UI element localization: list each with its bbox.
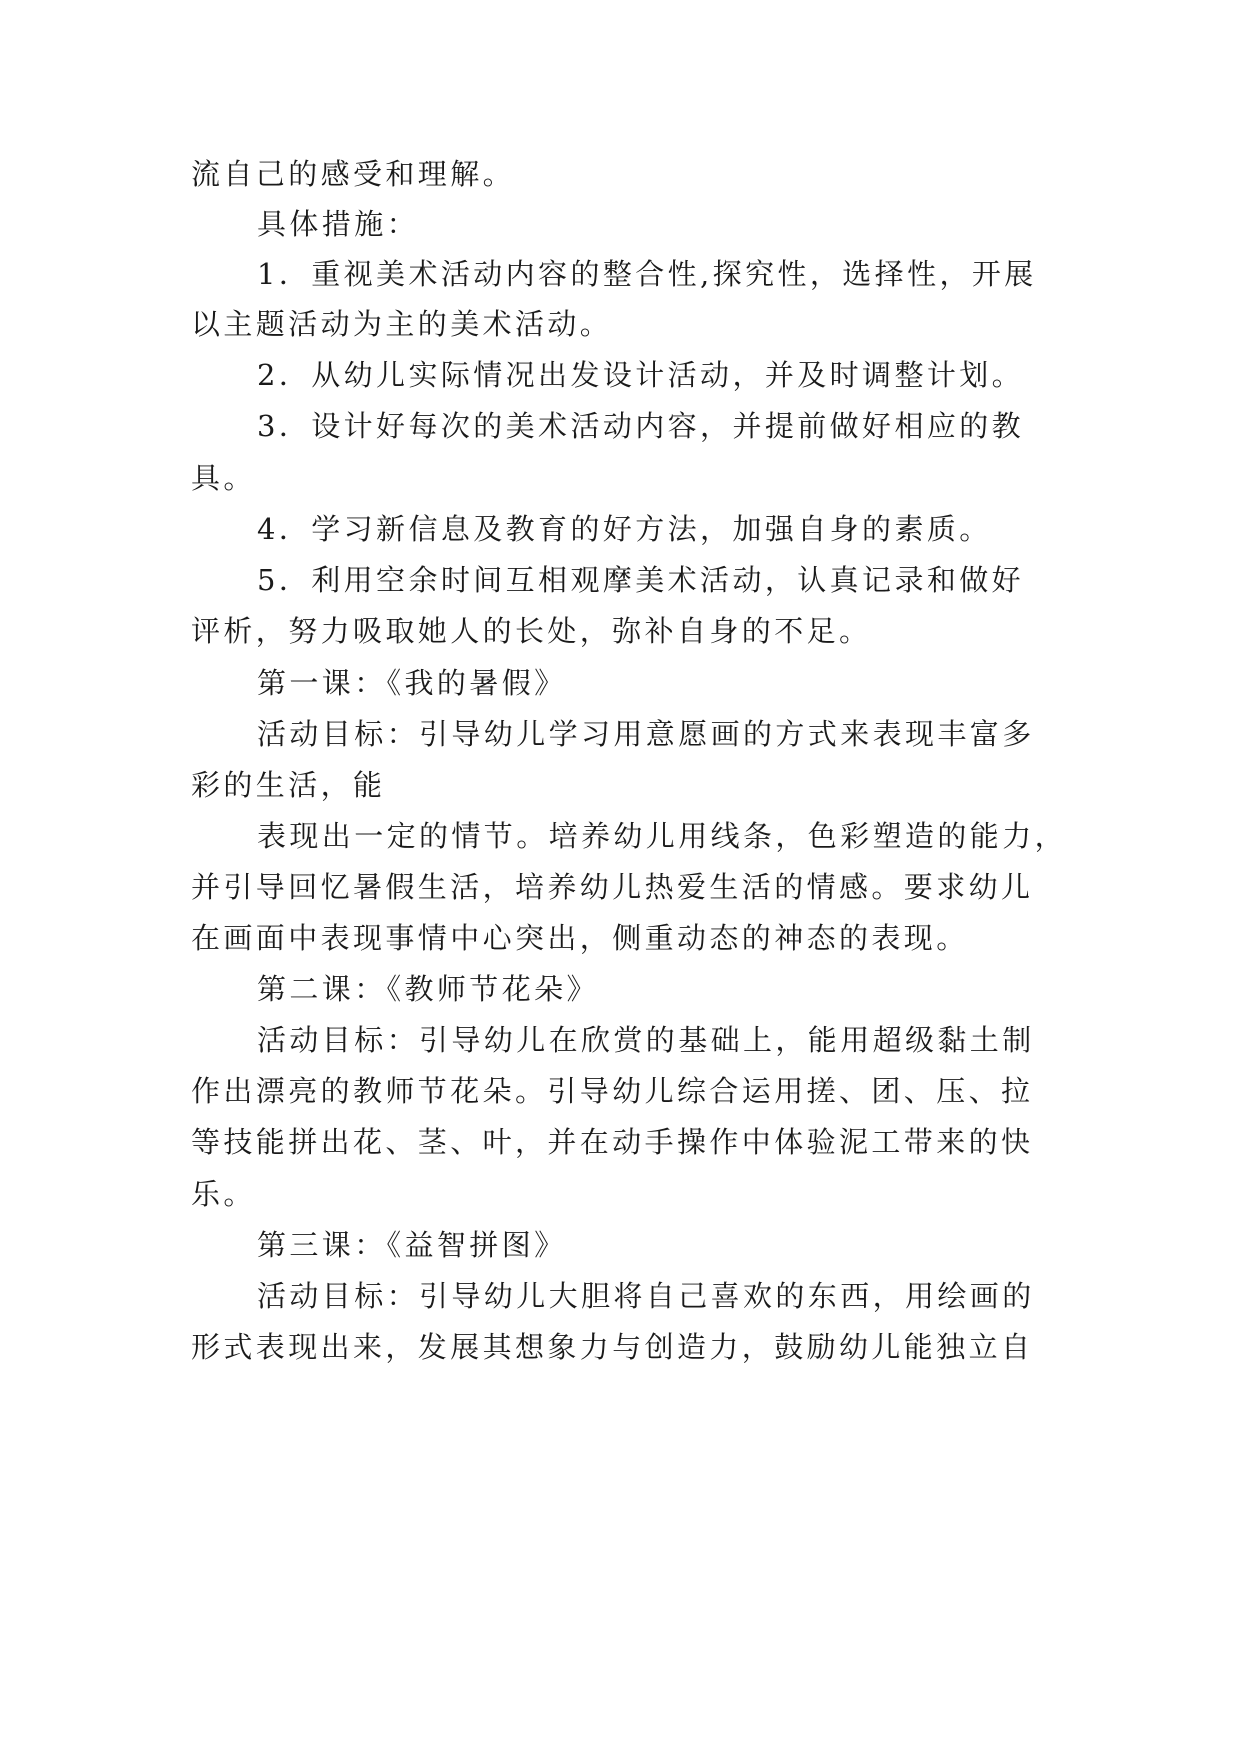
text-line: 并引导回忆暑假生活，培养幼儿热爱生活的情感。要求幼儿: [191, 870, 1034, 904]
text-line: 活动目标：引导幼儿大胆将自己喜欢的东西，用绘画的: [257, 1279, 1035, 1313]
text-line: 形式表现出来，发展其想象力与创造力，鼓励幼儿能独立自: [191, 1330, 1034, 1364]
text-line: 乐。: [191, 1177, 256, 1211]
text-line: 等技能拼出花、茎、叶，并在动手操作中体验泥工带来的快: [191, 1125, 1034, 1159]
text-line: 5．利用空余时间互相观摩美术活动，认真记录和做好: [257, 563, 1025, 597]
lesson-title: 第一课：《我的暑假》: [257, 666, 567, 700]
text-line: 3．设计好每次的美术活动内容，并提前做好相应的教: [257, 409, 1025, 443]
text-line: 1．重视美术活动内容的整合性,探究性，选择性，开展: [257, 257, 1037, 291]
text-line: 评析，努力吸取她人的长处，弥补自身的不足。: [191, 614, 872, 648]
text-line: 活动目标：引导幼儿在欣赏的基础上，能用超级黏土制: [257, 1023, 1035, 1057]
text-line: 作出漂亮的教师节花朵。引导幼儿综合运用搓、团、压、拉: [191, 1074, 1034, 1108]
lesson-title: 第二课：《教师节花朵》: [257, 972, 599, 1006]
text-line: 流自己的感受和理解。: [191, 157, 516, 191]
text-line: 4．学习新信息及教育的好方法，加强自身的素质。: [257, 512, 992, 546]
section-heading: 具体措施：: [257, 207, 420, 241]
text-line: 2．从幼儿实际情况出发设计活动，并及时调整计划。: [257, 358, 1025, 392]
text-line: 活动目标：引导幼儿学习用意愿画的方式来表现丰富多: [257, 717, 1035, 751]
lesson-title: 第三课：《益智拼图》: [257, 1228, 567, 1262]
text-line: 在画面中表现事情中心突出，侧重动态的神态的表现。: [191, 921, 969, 955]
text-line: 彩的生活，能: [191, 768, 386, 802]
text-line: 以主题活动为主的美术活动。: [191, 307, 613, 341]
text-line: 具。: [191, 461, 256, 495]
text-line: 表现出一定的情节。培养幼儿用线条，色彩塑造的能力，: [257, 819, 1068, 853]
